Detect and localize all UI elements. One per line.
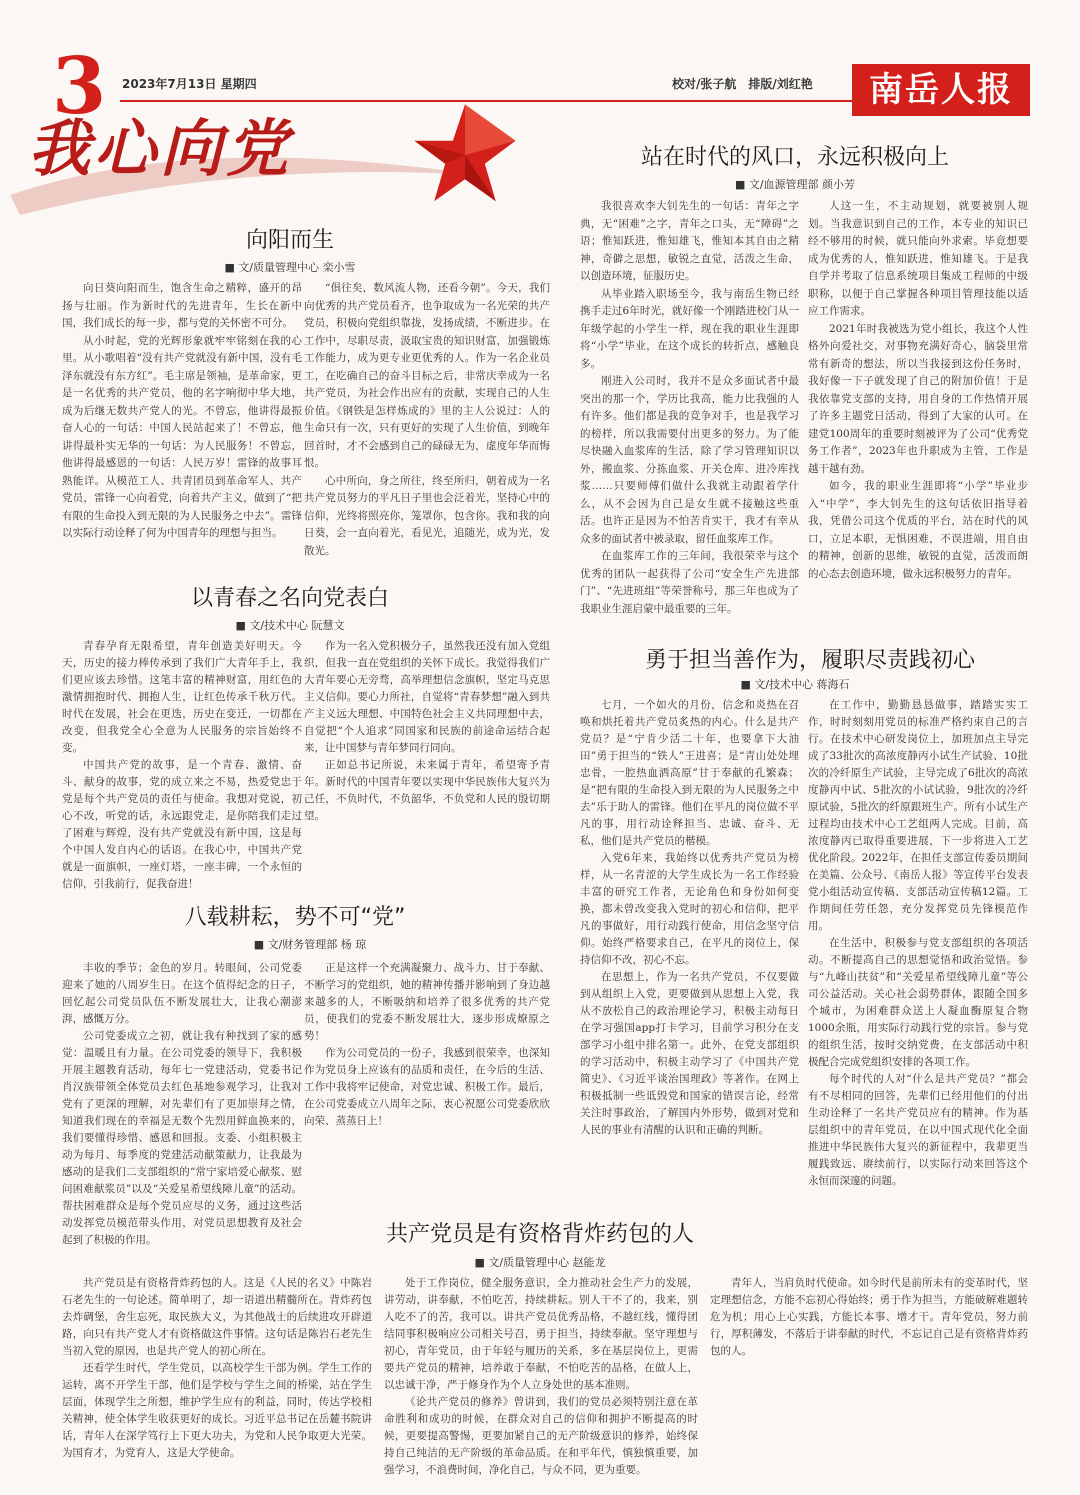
body-paragraph: 共产党员是有资格背炸药包的人。这是《人民的名义》中陈岩石老先生的一句论述。简单明了，却一语道出精髓所在。背炸药包去炸碉堡，舍生忘死，取民族大义，为其他战士的后续进攻开辟道路，向只有共产党人才有资格做这件事情。这句话是陈岩石老先生当初入党的原因，也是共产党人的初心所在。 <box>62 1277 372 1357</box>
article-body <box>62 280 302 572</box>
article-body <box>304 960 550 1210</box>
article-body <box>304 638 550 878</box>
article-body <box>710 1275 1028 1480</box>
article-body <box>384 1275 698 1480</box>
body-paragraph: 作为一名入党积极分子，虽然我还没有加入党组织，但我一直在党组织的关怀下成长。我觉得我们广大青年要心无旁骛，高举理想信念旗帜，坚定马克思主义信仰。要心力所社，自觉将“青春梦想”融入到共产主义远大理想、中国特色社会主义共同理想中去，自觉把“个人追求”同国家和民族的前途命运结合起来，让中国梦与青年梦同行同向。 <box>304 640 550 754</box>
article-headline: 以青春之名向党表白 <box>190 586 389 611</box>
theme-banner <box>10 100 530 220</box>
body-paragraph: 七月，一个如火的月份，信念和炎热在召唤和烘托着共产党员炙热的内心。什么是共产党员？是“宁肯少活二十年，也要拿下大油田”勇于担当的“铁人”王进喜；是“青山处处埋忠骨，一腔热血洒高原”甘于奉献的孔繁森；是“把有限的生命投入到无限的为人民服务之中去”乐于助人的雷锋。他们在平凡的岗位做不平凡的事，用行动诠释担当、忠诚、奋斗、无私，他们是共产党员的楷模。 <box>580 699 799 847</box>
article-byline: ■ 文/技术中心 蒋海石 <box>740 678 850 691</box>
body-paragraph: 我很喜欢李大钊先生的一句话：青年之字典，无“困难”之字，青年之口头，无“障碍”之语；惟知跃进，惟知雄飞，惟知本其自由之精神，奇僻之思想，敏锐之直觉，活泼之生命，以创造环境，征服历史。 <box>580 200 799 282</box>
page-number: 3 <box>52 41 105 132</box>
body-paragraph: 正是这样一个充满凝聚力、战斗力、甘于奉献、不断学习的党组织，她的精神传播并影响到了身边越来越多的人，不断吸纳和培养了很多优秀的共产党员，使我们的党委不断发展壮大，逐步形成燎原之势！ <box>304 962 550 1042</box>
issue-date: 2023年7月13日 星期四 <box>122 77 257 91</box>
body-paragraph: “俱往矣，数风流人物，还看今朝”。今天，我们向优秀的共产党员看齐，也争取成为一名光荣的共产党员，积极向党组织靠拢，发扬成绩，不断进步。在工作中，尽职尽责，汲取宝贵的知识财富，加强锻炼工作能力，成为更专业更优秀的人。作为一名企业员工，在吃确自己的奋斗目标之后，非常庆幸成为一名共产党员，为社会作出应有的贡献，实现自己的人生价值。《钢铁是怎样炼成的》里的主人公说过：人的生命只有一次，只有更好的实现了人生价值，到晚年回首时，才不会感到自己的碌碌无为，虚度年华而悔恨。 <box>304 282 550 469</box>
article-body <box>62 638 302 890</box>
article-headline: 向阳而生 <box>245 228 334 253</box>
article-headline: 八载耕耘，势不可“党” <box>184 905 406 930</box>
article-headline: 站在时代的风口，永远积极向上 <box>640 145 949 170</box>
newspaper-masthead: 南岳人报 <box>852 64 1030 116</box>
body-paragraph: 《论共产党员的修养》曾讲到，我们的党员必须特别注意在革命胜利和成功的时候，在群众对自己的信仰和拥护不断提高的时候，更要提高警惕，更要加紧自己的无产阶级意识的修养，始终保持自己纯洁的无产阶级的革命品质。在和平年代，慎独慎重要，加强学习，不浪费时间，净化自己，与众不同，更为重要。 <box>384 1396 698 1476</box>
article-body <box>62 960 302 1246</box>
body-paragraph: 青春孕育无限希望，青年创造美好明天。今天，历史的接力棒传承到了我们广大青年手上，我们更应该去珍惜。这笔丰富的精神财富，用红色的激情拥抱时代、拥抱人生，让红色传承千秋万代。时代在发展，社会在更迭，历史在变迁，一切都在改变，但我党全心全意为人民服务的宗旨始终不变。 <box>62 640 302 754</box>
body-paragraph: 2021年时我被选为党小组长，我这个人性格外向爱社交，对事物充满好奇心，脑袋里常常有新奇的想法，所以当我接到这份任务时，我好像一下子就发现了自己的附加价值！于是我依靠党支部的支持，用自身的工作热情开展了许多主题党日活动，得到了大家的认可。在建党100周年的重要时刻被评为了公司“优秀党务工作者”，2023年也升职成为主管，工作是越干越有劲。 <box>808 322 1028 475</box>
body-paragraph: 处于工作岗位，健全服务意识，全力推动社会生产力的发展，讲劳动，讲奉献，不怕吃苦，持续耕耘。别人干不了的，我来，别人吃不了的苦，我可以。讲共产党员优秀品格，不越红线，懂得团结同事积极响应公司相关号召，勇于担当，持续奉献。坚守理想与初心，青年党员，由于年轻与履历的关系，多在基层岗位上，更需要共产党员的精神，培养敢于奉献，不怕吃苦的品格，在做人上，以忠诚干净，严于修身作为个人立身处世的基本准则。 <box>384 1277 698 1391</box>
body-paragraph: 还看学生时代，学生党员，以高校学生干部为例。学生工作的运转，离不开学生干部，他们是学校与学生之间的桥梁，站在学生层面，体现学生之所想，维护学生应有的利益，同时，传达学校相关精神，使全体学生收获更好的成长。习近平总书记在岳麓书院讲话，青年人在深学笃行上下更大功夫，为党和人民争取更大光荣。为国育才，为党育人，这是大学使命。 <box>62 1362 372 1459</box>
body-paragraph: 正如总书记所说，未来属于青年，希望寄予青年。新时代的中国青年要以实现中华民族伟大复兴为己任，不负时代，不负韶华，不负党和人民的殷切期望。 <box>304 759 550 822</box>
body-paragraph: 向日葵向阳而生，饱含生命之精粹，盛开的昂扬与壮丽。作为新时代的先进青年，生长在新中国，我们成长的每一步，都与党的关怀密不可分。 <box>62 282 302 329</box>
article-headline: 勇于担当善作为，履职尽责践初心 <box>644 648 975 673</box>
body-paragraph: 从小时起，党的光辉形象就牢牢铭刻在我的心里。从小歌唱着“没有共产党就没有新中国，没有毛泽东就没有东方红”。毛主席是领袖，是革命家，更是一名优秀的共产党员，他的名字响彻中华大地，成为后继无数共产党人的光。不曾忘，他讲得最振奋人心的一句话：中国人民站起来了！不曾忘，他讲得最朴实无华的一句话：为人民服务！不曾忘，他讲得最感恩的一句话：人民万岁！雷锋的故事耳熟能详。从模范工人、共青团员到革命军人、共产党员，雷锋一心向着党，向着共产主义，做到了“把有限的生命投入到无限的为人民服务之中去”。雷锋以实际行动诠释了何为中国青年的理想与担当。 <box>62 334 302 539</box>
body-paragraph: 入党6年来，我始终以优秀共产党员为榜样，从一名青涩的大学生成长为一名工作经验丰富的研究工作者，无论角色和身份如何变换，都未曾改变我入党时的初心和信仰，把平凡的事做好，用行动践行使命，用信念坚守信仰。始终严格要求自己，在平凡的岗位上，保持信仰不改，初心不忘。 <box>580 852 799 966</box>
body-paragraph: 从毕业踏入职场至今，我与南岳生物已经携手走过6年时光，就好像一个刚踏进校门从一年级学起的小学生一样，现在我的职业生涯即将“小学”毕业，在这个成长的转折点，感触良多。 <box>580 287 799 370</box>
body-paragraph: 如今，我的职业生涯即将“小学”毕业步入“中学”，李大钊先生的这句话依旧指导着我，凭借公司这个优质的平台，站在时代的风口，立足本职，无惧困难，不误进端，用自由的精神，创新的思维，敏锐的直觉，活泼而朗的心态去创造环境，做永远积极努力的青年。 <box>808 480 1028 580</box>
body-paragraph: 在生活中，积极参与党支部组织的各项活动。不断提高自己的思想觉悟和政治觉悟。参与“九峰山扶贫”和“关爱星希望线障儿童”等公司公益活动。关心社会弱势群体，跟随全国多个城市，为困难群众送上人凝血酶原复合物1000余瓶，用实际行动践行党的宗旨。参与党的组织生活，按时交纳党费，在支部活动中积极配合完成党组织安排的各项工作。 <box>808 937 1028 1068</box>
article-byline: ■ 文/质量管理中心 赵能龙 <box>474 1256 606 1269</box>
article-byline: ■ 文/质量管理中心 栾小雪 <box>224 261 356 274</box>
article-byline: ■ 文/财务管理部 杨 琼 <box>253 938 367 951</box>
body-paragraph: 在工作中，勤勤恳恳做事，踏踏实实工作，时时刻刻用党员的标准严格约束自己的言行。在技术中心研发岗位上，加班加点主导完成了33批次的高浓度静丙小试生产试验、10批次的冷纤原生产试验，主导完成了6批次的高浓度静丙中试、5批次的小试试验，9批次的冷纤原试验，5批次的纤原跟班生产。所有小试生产过程均由技术中心工艺组两人完成。目前，高浓度静丙已取得重要进展，下一步将进入工艺优化阶段。2022年，在担任支部宣传委员期间在美篇、公众号、《南岳人报》等宣传平台发表党小组活动宣传稿、支部活动宣传稿12篇。工作期间任劳任怨，充分发挥党员先锋模范作用。 <box>808 699 1028 932</box>
article-body <box>808 198 1028 638</box>
article-byline: ■ 文/技术中心 阮慧文 <box>235 619 345 632</box>
editor-credits: 校对/张子航 排版/刘红艳 <box>672 77 813 91</box>
body-paragraph: 青年人，当肩负时代使命。如今时代是前所未有的变革时代，坚定理想信念，方能不忘初心得始终；勇于作为担当，方能破解难题转危为机；用心上心实践，方能长本事、增才干。青年党员，努力前行，厚积薄发，不落后于讲奉献的时代，不忘记自己是有资格背炸药包的人。 <box>710 1277 1028 1357</box>
article-body <box>304 280 550 572</box>
body-paragraph: 中国共产党的故事，是一个青春、激情、奋斗、献身的故事，党的成立来之不易，热爱党忠于党是每个共产党员的责任与使命。我想对党说，初心不改，听党的话，永远跟党走，是你陪我们走过了困难与辉煌，没有共产党就没有新中国，这是每个中国人发自内心的话语。在我心中，中国共产党就是一面旗帜，一座灯塔，一座丰碑，一个永恒的信仰，引我前行，促我奋进！ <box>62 759 302 890</box>
article-headline: 共产党员是有资格背炸药包的人 <box>385 1222 694 1247</box>
article-body <box>580 697 799 1145</box>
body-paragraph: 公司党委成立之初，就让我有种找到了家的感觉：温暖且有力量。在公司党委的领导下，我积极开展主题教育活动，每年七一党建活动，党委书记肖汉族带领全体党员去红色基地参观学习，让我对党有了更深的理解，对先辈们有了更加崇拜之情，知道我们现在的幸福是无数个先烈用鲜血换来的，我们要懂得珍惜、感恩和回报。支委、小组积极主动为每月、每季度的党建活动献策献力，让我最为感动的是我们二支部组织的“常宁家培爱心献浆、慰问困难献浆员”以及“关爱星希望线障儿童”的活动。帮扶困难群众是每个党员应尽的义务，通过这些活动发挥党员模范带头作用，对党员思想教育及社会起到了积极的作用。 <box>62 1030 302 1246</box>
body-paragraph: 作为公司党员的一份子，我感到很荣幸，也深知作为党员身上应该有的品质和责任，在今后的生活、工作中我将牢记使命，对党忠诚、积极工作。最后，在公司党委成立八周年之际，衷心祝愿公司党委欣欣向荣、蒸蒸日上！ <box>304 1047 550 1127</box>
body-paragraph: 每个时代的人对“什么是共产党员？”都会有不尽相同的回答，先辈们已经用他们的付出生动诠释了一名共产党员应有的精神。作为基层组织中的青年党员，在以中国式现代化全面推进中华民族伟大复兴的新征程中，我辈更当履践致远、赓续前行，以实际行动来回答这个永恒而深邃的问题。 <box>808 1073 1028 1187</box>
body-paragraph: 人这一生，不主动规划，就要被别人规划。当我意识到自己的工作，本专业的知识已经不够用的时候，就只能向外求索。毕竟想要成为优秀的人，惟知跃进，惟知雄飞。于是我自学并考取了信息系统项目集成工程师的中级职称，以便于自己掌握各种项目管理技能以适应工作需求。 <box>808 200 1028 317</box>
article-body <box>580 198 799 638</box>
body-paragraph: 刚进入公司时，我并不是众多面试者中最突出的那一个，学历比我高，能力比我强的人有许多。他们都是我的竞争对手，也是我学习的榜样，所以我需要付出更多的努力。为了能尽快融入血浆库的生活，除了学习管理知识以外，搬血浆、分拣血浆、开关仓库、进冷库找浆……只要师傅们做什么我就主动跟着学什么，从不会因为自己是女生就不接触这些重活。也许正是因为不怕苦肯实干，我才有幸从众多的面试者中被录取，留任血浆库工作。 <box>580 375 799 545</box>
body-paragraph: 丰收的季节；金色的岁月。转眼间，公司党委迎来了她的八周岁生日。在这个值得纪念的日子，回忆起公司党员队伍不断发展壮大，让我心潮澎湃，感慨万分。 <box>62 962 302 1025</box>
body-paragraph: 在思想上，作为一名共产党员，不仅要做到从组织上入党，更要做到从思想上入党，我从不放松自己的政治理论学习，积极主动每日在学习强国app打卡学习，目前学习积分在支部学习小组中排名第一。此外，在党支部组织的学习活动中，积极主动学习了《中国共产党简史》、《习近平谈治国理政》等著作。在网上积极抵制一些诋毁党和国家的错误言论，经常关注时事政治，了解国内外形势，做到对党和人民的事业有清醒的认识和正确的判断。 <box>580 971 799 1136</box>
article-body <box>808 697 1028 1187</box>
banner-calligraphy: 我心向党 <box>28 112 293 185</box>
red-star-icon <box>410 100 520 210</box>
body-paragraph: 在血浆库工作的三年间，我很荣幸与这个优秀的团队一起获得了公司“安全生产先进部门”、“先进班组”等荣誉称号，那三年也成为了我职业生涯启蒙中最重要的三年。 <box>580 550 799 615</box>
body-paragraph: 心中所向，身之所往，终至所归，朝着成为一名共产党员努力的平凡日子里也会泛着光，坚持心中的信仰，光终将照亮你，笼罩你，包含你。我和我的向日葵，会一直向着光，看见光，追随光，成为光，发散光。 <box>304 474 550 557</box>
article-body <box>62 1275 372 1480</box>
article-byline: ■ 文/血源管理部 颜小芳 <box>734 178 856 191</box>
